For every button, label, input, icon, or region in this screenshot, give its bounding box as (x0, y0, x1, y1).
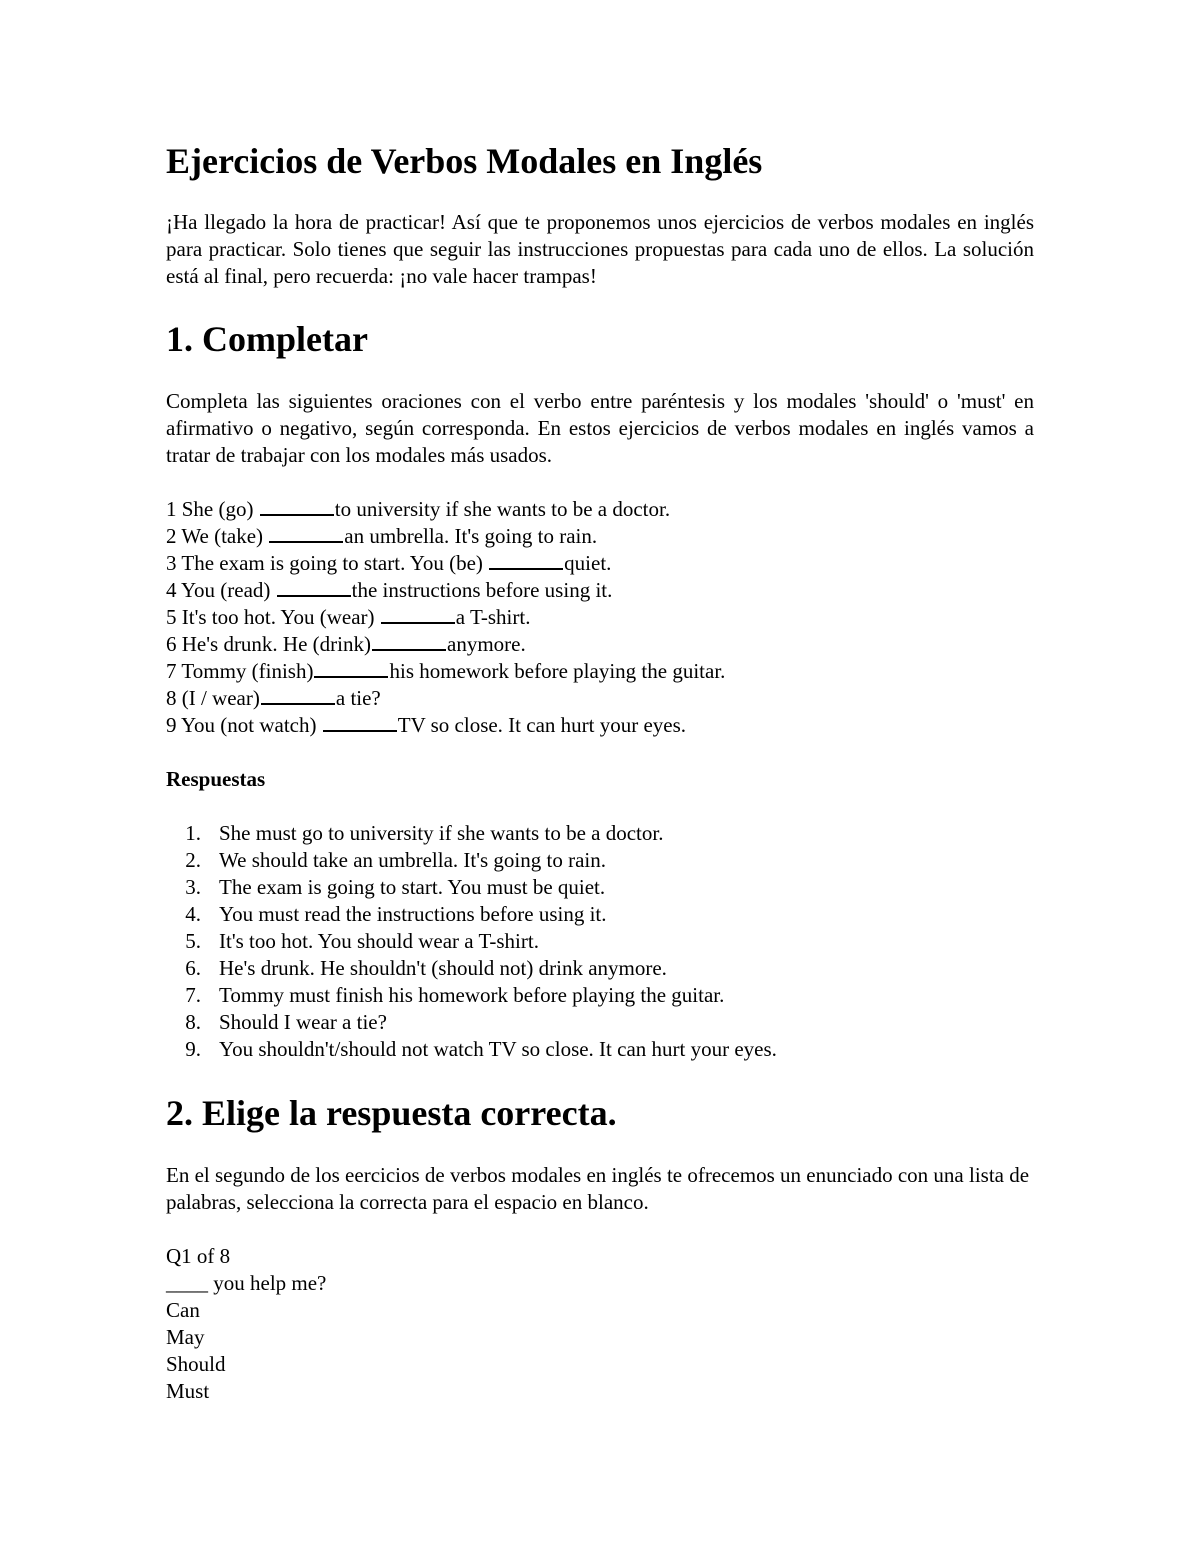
answer-number: 9. (185, 1037, 201, 1061)
answer-blank (269, 525, 343, 543)
answer-blank (314, 660, 388, 678)
exercise-list (166, 496, 1034, 739)
quiz-option: Must (166, 1379, 210, 1403)
document-title: Ejercicios de Verbos Modales en Inglés (166, 141, 763, 181)
exercise-before: 2 We (take) (166, 524, 269, 548)
exercise-before: 4 You (read) (166, 578, 276, 602)
answer-number: 6. (185, 956, 201, 980)
answer-item (166, 874, 1034, 901)
exercise-after: quiet. (564, 551, 612, 575)
exercise-item (166, 550, 1034, 577)
intro-paragraph: ¡Ha llegado la hora de practicar! Así que te proponemos unos ejercicios de verbos modales en inglés para practicar. Solo tienes que seguir las instrucciones propuestas para cada uno de ellos. La solución está al final, pero recuerda: ¡no vale hacer trampas! (166, 210, 1034, 288)
exercise-after: a tie? (335, 686, 381, 710)
exercise-after: an umbrella. It's going to rain. (344, 524, 598, 548)
quiz-option: May (166, 1325, 205, 1349)
answer-number: 1. (185, 821, 201, 845)
answer-text: The exam is going to start. You must be quiet. (219, 875, 606, 899)
answer-number: 5. (185, 929, 201, 953)
answer-blank (489, 552, 563, 570)
section-2-instructions: En el segundo de los eercicios de verbos modales en inglés te ofrecemos un enunciado con una lista de palabras, selecciona la correcta para el espacio en blanco. (166, 1163, 1030, 1214)
answer-text: It's too hot. You should wear a T-shirt. (219, 929, 539, 953)
exercise-item (166, 658, 1034, 685)
quiz-option: Should (166, 1352, 226, 1376)
answer-blank (261, 687, 335, 705)
exercise-before: 5 It's too hot. You (wear) (166, 605, 380, 629)
exercise-item (166, 712, 1034, 739)
exercise-after: a T-shirt. (455, 605, 531, 629)
section-1-instructions: Completa las siguientes oraciones con el verbo entre paréntesis y los modales 'should' o 'must' en afirmativo o negativo, según corresponda. En estos ejercicios de verbos modales en inglés vamos a tratar de trabajar con los modales más usados. (166, 389, 1034, 467)
answers-list (166, 820, 1034, 1063)
section-2-title: 2. Elige la respuesta correcta. (166, 1093, 617, 1133)
answer-item (166, 1009, 1034, 1036)
answer-blank (323, 714, 397, 732)
answer-number: 4. (185, 902, 201, 926)
exercise-item (166, 685, 1034, 712)
exercise-before: 3 The exam is going to start. You (be) (166, 551, 489, 575)
answer-blank (260, 498, 334, 516)
question-counter: Q1 of 8 (166, 1244, 231, 1268)
answer-item (166, 901, 1034, 928)
answer-item (166, 820, 1034, 847)
quiz-block (166, 1243, 1034, 1405)
answer-text: You shouldn't/should not watch TV so close. It can hurt your eyes. (219, 1037, 777, 1061)
quiz-option: Can (166, 1298, 200, 1322)
answer-text: Tommy must finish his homework before playing the guitar. (219, 983, 725, 1007)
exercise-before: 6 He's drunk. He (drink) (166, 632, 371, 656)
exercise-after: anymore. (447, 632, 526, 656)
exercise-before: 7 Tommy (finish) (166, 659, 314, 683)
exercise-after: to university if she wants to be a doctor. (334, 497, 671, 521)
exercise-after: his homework before playing the guitar. (389, 659, 726, 683)
exercise-item (166, 577, 1034, 604)
answer-blank (277, 579, 351, 597)
answer-blank (372, 633, 446, 651)
answer-text: You must read the instructions before using it. (219, 902, 607, 926)
answer-item (166, 847, 1034, 874)
exercise-item (166, 523, 1034, 550)
answer-item (166, 928, 1034, 955)
exercise-before: 1 She (go) (166, 497, 259, 521)
answer-text: Should I wear a tie? (219, 1010, 387, 1034)
answer-text: We should take an umbrella. It's going to rain. (219, 848, 607, 872)
exercise-item (166, 631, 1034, 658)
answer-number: 3. (185, 875, 201, 899)
answers-heading: Respuestas (166, 767, 266, 791)
answer-item (166, 1036, 1034, 1063)
exercise-item (166, 604, 1034, 631)
exercise-after: TV so close. It can hurt your eyes. (397, 713, 687, 737)
answer-number: 8. (185, 1010, 201, 1034)
section-1-title: 1. Completar (166, 319, 368, 359)
exercise-after: the instructions before using it. (351, 578, 613, 602)
answer-item (166, 955, 1034, 982)
exercise-item (166, 496, 1034, 523)
exercise-before: 9 You (not watch) (166, 713, 322, 737)
answer-text: She must go to university if she wants to be a doctor. (219, 821, 664, 845)
answer-blank (381, 606, 455, 624)
answer-number: 2. (185, 848, 201, 872)
answer-number: 7. (185, 983, 201, 1007)
answer-text: He's drunk. He shouldn't (should not) drink anymore. (219, 956, 667, 980)
exercise-before: 8 (I / wear) (166, 686, 260, 710)
document-page (166, 138, 1034, 1405)
question-text: ____ you help me? (166, 1271, 327, 1295)
answer-item (166, 982, 1034, 1009)
